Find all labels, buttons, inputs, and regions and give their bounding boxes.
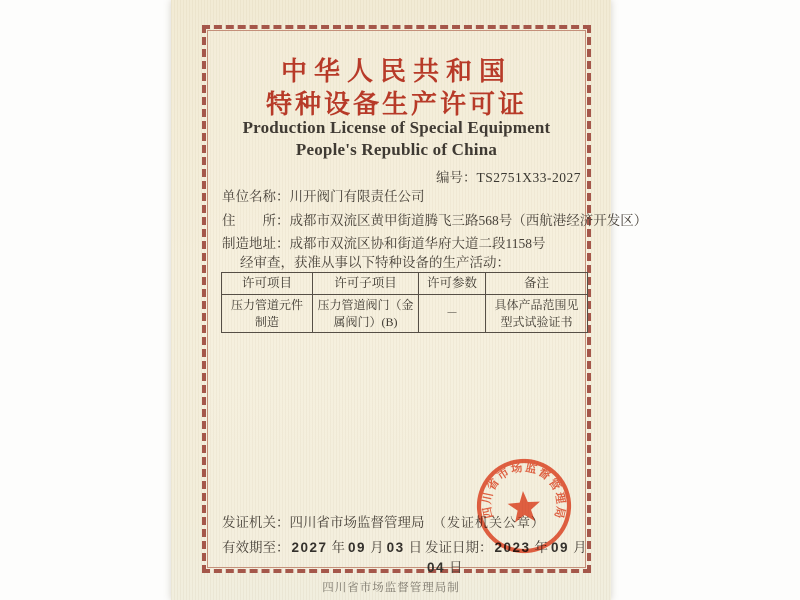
- year-unit: 年: [331, 540, 346, 555]
- cell-license-item: 压力管道元件制造: [222, 295, 313, 333]
- month-unit: 月: [370, 540, 384, 555]
- company-name-label: 单位名称：: [222, 189, 290, 204]
- official-seal: [471, 453, 578, 560]
- issue-month: 09: [551, 540, 570, 555]
- year-unit: 年: [534, 540, 549, 555]
- issuer-line: [222, 511, 425, 531]
- title-country-en: People's Republic of China: [295, 140, 498, 159]
- valid-year: 2027: [291, 540, 328, 555]
- valid-until-label: 有效期至：: [222, 540, 290, 555]
- day-unit: 日: [408, 540, 423, 555]
- day-unit: 日: [449, 560, 463, 575]
- title-license-cn: 特种设备生产许可证: [265, 90, 527, 119]
- cell-remarks: 具体产品范围见型式试验证书: [486, 295, 588, 333]
- footer-issuer-imprint: 四川省市场监督管理局制: [322, 582, 460, 594]
- month-unit: 月: [573, 540, 587, 555]
- cell-license-parameter: －: [419, 295, 486, 333]
- valid-day: 03: [386, 540, 405, 555]
- title-license-en: Production License of Special Equipment: [242, 118, 551, 137]
- manufacture-address-label: 制造地址：: [222, 236, 290, 251]
- seal-graphic: [471, 453, 578, 560]
- valid-until-line: [222, 536, 423, 556]
- valid-month: 09: [348, 540, 367, 555]
- company-name-line: [222, 185, 425, 205]
- issue-day: 04: [427, 560, 446, 575]
- address-line: [222, 209, 647, 229]
- approval-note: 经审查，获准从事以下特种设备的生产活动：: [240, 255, 510, 270]
- seal-star: [507, 490, 541, 523]
- license-number-value: TS2751X33-2027: [476, 170, 581, 185]
- issue-year: 2023: [494, 540, 531, 555]
- license-number-line: [436, 166, 581, 186]
- license-number-label: 编号：: [436, 170, 477, 185]
- issuer-label: 发证机关：: [222, 515, 290, 530]
- header-license-parameter: 许可参数: [419, 273, 486, 295]
- manufacture-address-line: [222, 232, 546, 252]
- company-name-value: 川开阀门有限责任公司: [289, 189, 425, 204]
- cell-license-subitem: 压力管道阀门（金属阀门）(B): [313, 295, 419, 333]
- header-license-subitem: 许可子项目: [313, 273, 419, 295]
- address-value: 成都市双流区黄甲街道腾飞三路568号（西航港经济开发区）: [289, 213, 648, 228]
- certificate-paper: [171, 0, 648, 600]
- table-header-row: [222, 273, 588, 295]
- issuer-value: 四川省市场监督管理局: [289, 515, 425, 530]
- seal-note: （发证机关公章）: [433, 515, 546, 530]
- table-row: [222, 295, 588, 333]
- issue-date-label: 发证日期：: [425, 540, 493, 555]
- seal-circular-text: 四川省市场监督管理局: [481, 461, 567, 521]
- address-label: 住 所：: [222, 213, 290, 228]
- manufacture-address-value: 成都市双流区协和街道华府大道二段1158号: [289, 236, 546, 251]
- header-license-item: 许可项目: [222, 273, 313, 295]
- license-scope-table: [221, 272, 588, 333]
- header-remarks: 备注: [486, 273, 588, 295]
- title-country: 中华人民共和国: [280, 57, 512, 86]
